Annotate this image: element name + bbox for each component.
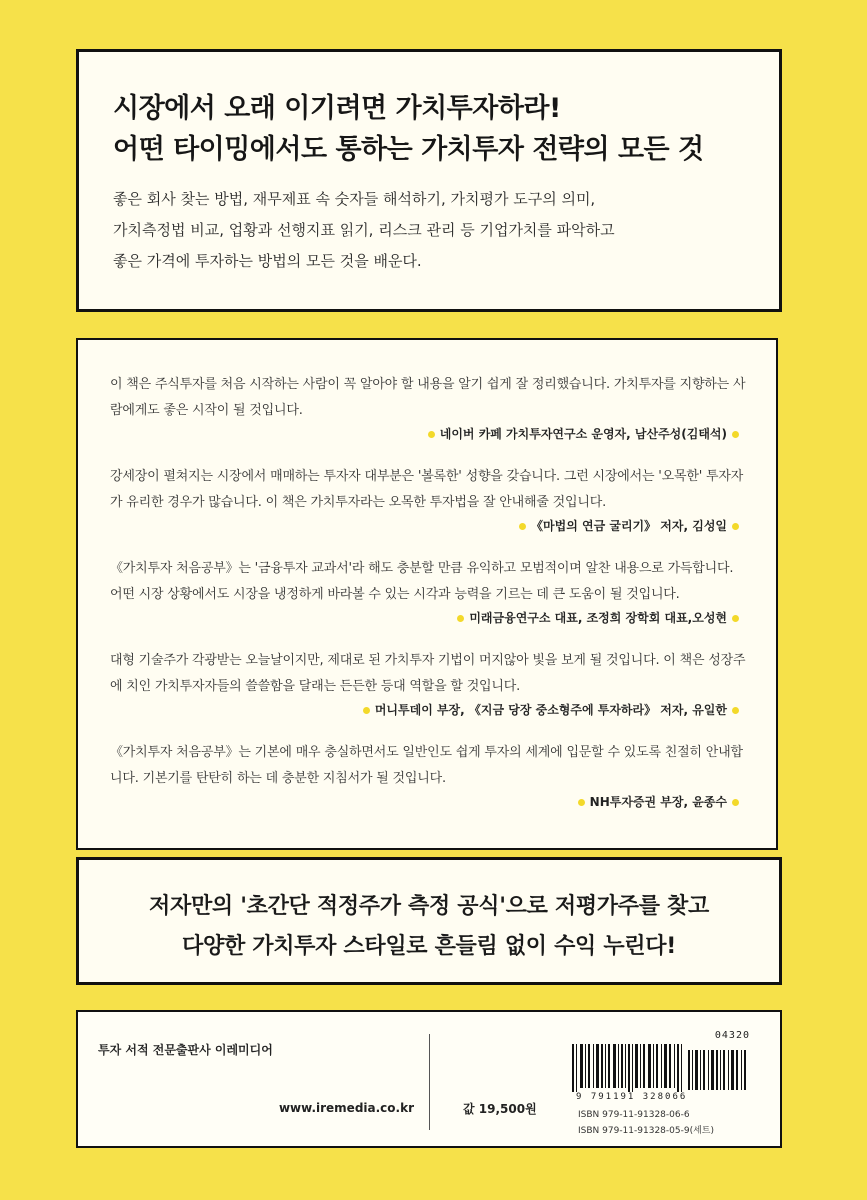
- review-item: [110, 464, 746, 538]
- dot-icon: [578, 799, 585, 806]
- isbn-line: ISBN 979-11-91328-06-6: [578, 1110, 690, 1120]
- dot-icon: [732, 523, 739, 530]
- reviewer-name: 네이버 카페 가치투자연구소 운영자, 남산주성(김태석): [439, 427, 727, 441]
- review-item: [110, 740, 746, 814]
- headline-line-2: 어떤 타이밍에서도 통하는 가치투자 전략의 모든 것: [113, 134, 704, 165]
- dot-icon: [732, 615, 739, 622]
- dot-icon: [732, 707, 739, 714]
- review-text: 《가치투자 처음공부》는 기본에 매우 충실하면서도 일반인도 쉽게 투자의 세계에 입문할 수 있도록 친절히 안내합니다. 기본기를 탄탄히 하는 데 충분한 지침서가 될 것입니다.: [110, 745, 743, 786]
- reviewer: [110, 422, 746, 446]
- divider: [429, 1034, 430, 1130]
- review-text: 대형 기술주가 각광받는 오늘날이지만, 제대로 된 가치투자 기법이 머지않아 빛을 보게 될 것입니다. 이 책은 성장주에 치인 가치투자자들의 쓸쓸함을 달래는 든든한 등대 역할을 할 것입니다.: [110, 653, 746, 694]
- reviewer-name: 머니투데이 부장, 《지금 당장 중소형주에 투자하라》 저자, 유일한: [374, 703, 727, 717]
- reviewer-name: 미래금융연구소 대표, 조정희 장학회 대표,오성현: [469, 611, 727, 625]
- intro-line: 좋은 가격에 투자하는 방법의 모든 것을 배운다.: [113, 252, 422, 270]
- dot-icon: [732, 431, 739, 438]
- dot-icon: [519, 523, 526, 530]
- price: 값 19,500원: [463, 1102, 537, 1116]
- dot-icon: [363, 707, 370, 714]
- tagline-line-2: 다양한 가치투자 스타일로 흔들림 없이 수익 누린다!: [182, 934, 676, 959]
- tagline-box: [76, 857, 782, 985]
- isbn-digits: 9 791191 328066: [576, 1092, 688, 1102]
- barcode: [568, 1030, 758, 1140]
- isbn-line: ISBN 979-11-91328-05-9(세트): [578, 1126, 714, 1136]
- reviews-box: [76, 338, 778, 850]
- reviewer: [110, 790, 746, 814]
- dot-icon: [428, 431, 435, 438]
- barcode-icon: [568, 1044, 754, 1092]
- headline-line-1: 시장에서 오래 이기려면 가치투자하라!: [113, 93, 561, 124]
- intro-text: [113, 184, 749, 277]
- review-item: [110, 648, 746, 722]
- reviewer-name: 《마법의 연금 굴리기》 저자, 김성일: [531, 519, 727, 533]
- headline-box: [76, 49, 782, 312]
- intro-line: 가치측정법 비교, 업황과 선행지표 읽기, 리스크 관리 등 기업가치를 파악하고: [113, 221, 615, 239]
- website-link[interactable]: www.iremedia.co.kr: [278, 1101, 414, 1115]
- review-text: 강세장이 펼쳐지는 시장에서 매매하는 투자자 대부분은 '볼록한' 성향을 갖습니다. 그런 시장에서는 '오목한' 투자자가 유리한 경우가 많습니다. 이 책은 가치투자라는 오목한 투자법을 잘 안내해줄 것입니다.: [110, 469, 744, 510]
- publisher-info-box: [76, 1010, 782, 1148]
- review-text: 이 책은 주식투자를 처음 시작하는 사람이 꼭 알아야 할 내용을 알기 쉽게 잘 정리했습니다. 가치투자를 지향하는 사람에게도 좋은 시작이 될 것입니다.: [110, 377, 746, 418]
- dot-icon: [732, 799, 739, 806]
- reviewer-name: NH투자증권 부장, 윤종수: [589, 795, 727, 809]
- tagline-line-1: 저자만의 '초간단 적정주가 측정 공식'으로 저평가주를 찾고: [149, 894, 709, 919]
- dot-icon: [457, 615, 464, 622]
- review-text: 《가치투자 처음공부》는 '금융투자 교과서'라 해도 충분할 만큼 유익하고 모범적이며 알찬 내용으로 가득합니다. 어떤 시장 상황에서도 시장을 냉정하게 바라볼 수 있는 시각과 능력을 기르는 데 큰 도움이 될 것입니다.: [110, 561, 734, 602]
- addon-code: 04320: [714, 1030, 750, 1041]
- reviewer: [110, 514, 746, 538]
- review-item: [110, 372, 746, 446]
- publisher-name: 투자 서적 전문출판사 이레미디어: [98, 1043, 273, 1057]
- review-item: [110, 556, 746, 630]
- intro-line: 좋은 회사 찾는 방법, 재무제표 속 숫자들 해석하기, 가치평가 도구의 의미,: [113, 190, 596, 208]
- reviewer: [110, 606, 746, 630]
- reviewer: [110, 698, 746, 722]
